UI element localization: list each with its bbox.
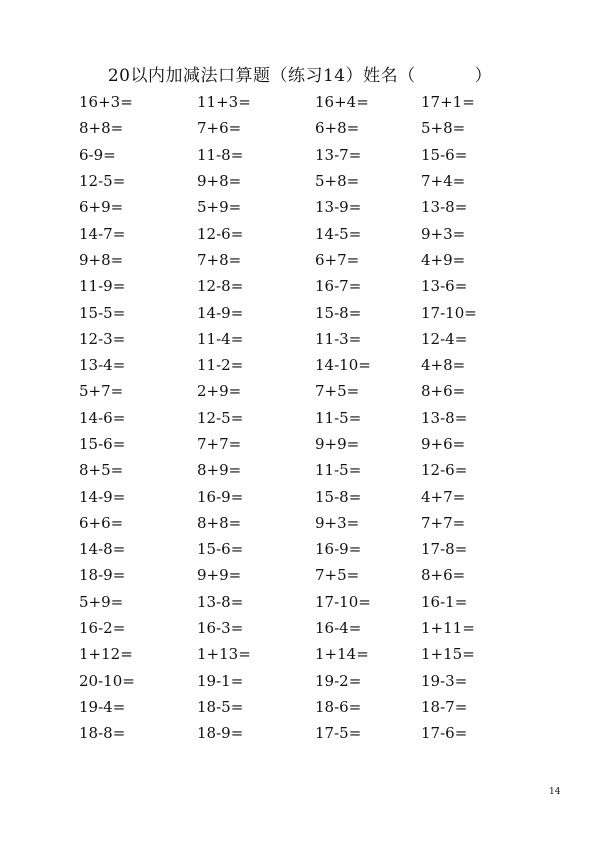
problem-row xyxy=(79,299,539,325)
problem-item: 13-8= xyxy=(421,198,468,217)
problem-row xyxy=(79,431,539,457)
problem-item: 15-6= xyxy=(421,145,468,164)
problem-item: 9+6= xyxy=(421,435,466,453)
problem-row xyxy=(79,615,539,641)
problem-item: 16-4= xyxy=(315,619,362,638)
problem-item: 14-10= xyxy=(315,356,371,375)
problem-item: 14-9= xyxy=(197,303,244,322)
problem-item: 11+3= xyxy=(197,93,251,112)
problem-item: 15-8= xyxy=(315,303,362,322)
problem-row xyxy=(79,194,539,220)
problem-item: 11-5= xyxy=(315,408,362,427)
problem-item: 5+7= xyxy=(79,382,124,401)
problem-row xyxy=(79,115,539,141)
problem-item: 7+5= xyxy=(315,566,360,585)
problem-row xyxy=(79,273,539,299)
problem-item: 11-3= xyxy=(315,329,362,348)
problem-row xyxy=(79,352,539,378)
problem-item: 13-6= xyxy=(421,277,468,296)
problem-item: 14-7= xyxy=(79,224,126,243)
problem-row xyxy=(79,720,539,746)
problem-item: 17-8= xyxy=(421,540,468,559)
problem-item: 1+14= xyxy=(315,645,369,664)
problem-item: 6+8= xyxy=(315,119,360,138)
problem-item: 16-1= xyxy=(421,592,468,611)
problem-item: 12-3= xyxy=(79,329,126,348)
problem-item: 7+8= xyxy=(197,250,242,269)
problem-item: 16-2= xyxy=(79,619,126,638)
problem-row xyxy=(79,668,539,694)
title-close-paren: ） xyxy=(474,66,493,86)
problem-item: 11-5= xyxy=(315,461,362,480)
problem-item: 19-4= xyxy=(79,697,126,716)
problem-item: 2+9= xyxy=(197,382,242,401)
problem-row xyxy=(79,89,539,115)
problem-item: 15-5= xyxy=(79,303,126,322)
problem-item: 17-10= xyxy=(315,592,371,611)
problem-item: 6+7= xyxy=(315,250,360,269)
problem-row xyxy=(79,510,539,536)
problem-item: 12-6= xyxy=(197,224,244,243)
problem-row xyxy=(79,247,539,273)
problem-item: 8+5= xyxy=(79,461,124,480)
problem-item: 18-8= xyxy=(79,724,126,743)
problem-item: 5+8= xyxy=(315,172,360,191)
problem-item: 16-3= xyxy=(197,619,244,638)
title-text: 20以内加减法口算题（练习14）姓名（ xyxy=(107,66,416,86)
problem-item: 20-10= xyxy=(79,671,135,690)
problem-row xyxy=(79,405,539,431)
problem-item: 11-9= xyxy=(79,277,126,296)
problem-item: 16+4= xyxy=(315,93,369,112)
problem-item: 9+8= xyxy=(79,250,124,269)
problem-item: 9+8= xyxy=(197,172,242,191)
problem-item: 11-2= xyxy=(197,356,244,375)
problem-item: 8+6= xyxy=(421,566,466,585)
problem-item: 18-7= xyxy=(421,697,468,716)
problem-item: 1+13= xyxy=(197,645,251,664)
problem-row xyxy=(79,326,539,352)
problem-item: 11-4= xyxy=(197,329,244,348)
problem-item: 16-7= xyxy=(315,277,362,296)
problem-item: 18-9= xyxy=(79,566,126,585)
problem-item: 16-9= xyxy=(197,487,244,506)
problem-item: 7+4= xyxy=(421,172,466,191)
problem-item: 9+9= xyxy=(315,435,360,453)
problem-item: 5+9= xyxy=(197,198,242,217)
problem-item: 1+15= xyxy=(421,645,475,664)
problem-row xyxy=(79,142,539,168)
problem-item: 13-4= xyxy=(79,356,126,375)
problem-item: 6-9= xyxy=(79,145,116,164)
problem-item: 8+9= xyxy=(197,461,242,480)
problem-item: 9+3= xyxy=(315,513,360,532)
problem-item: 17-10= xyxy=(421,303,477,322)
problem-item: 13-9= xyxy=(315,198,362,217)
problem-item: 1+12= xyxy=(79,645,133,664)
problem-row xyxy=(79,641,539,667)
problem-item: 6+9= xyxy=(79,198,124,217)
problem-row xyxy=(79,378,539,404)
problem-item: 4+9= xyxy=(421,250,466,269)
problem-row xyxy=(79,694,539,720)
problem-item: 5+9= xyxy=(79,592,124,611)
problem-item: 19-2= xyxy=(315,671,362,690)
problem-item: 7+5= xyxy=(315,382,360,401)
page-number: 14 xyxy=(549,787,561,797)
problem-item: 19-3= xyxy=(421,671,468,690)
problem-item: 7+6= xyxy=(197,119,242,138)
problem-item: 12-5= xyxy=(79,172,126,191)
problem-item: 13-8= xyxy=(421,408,468,427)
problem-item: 15-6= xyxy=(79,435,126,453)
problem-item: 15-6= xyxy=(197,540,244,559)
problem-item: 18-6= xyxy=(315,697,362,716)
problem-item: 14-5= xyxy=(315,224,362,243)
problem-grid xyxy=(79,89,539,746)
problem-item: 14-9= xyxy=(79,487,126,506)
problem-item: 17-5= xyxy=(315,724,362,743)
problem-item: 12-8= xyxy=(197,277,244,296)
problem-item: 17+1= xyxy=(421,93,475,112)
problem-item: 12-6= xyxy=(421,461,468,480)
problem-item: 18-9= xyxy=(197,724,244,743)
name-blank xyxy=(416,66,475,86)
problem-item: 5+8= xyxy=(421,119,466,138)
problem-item: 11-8= xyxy=(197,145,244,164)
problem-item: 16+3= xyxy=(79,93,133,112)
problem-item: 18-5= xyxy=(197,697,244,716)
problem-item: 4+8= xyxy=(421,356,466,375)
problem-item: 7+7= xyxy=(197,435,242,453)
problem-item: 13-8= xyxy=(197,592,244,611)
worksheet-title xyxy=(0,61,600,86)
problem-item: 17-6= xyxy=(421,724,468,743)
problem-item: 14-6= xyxy=(79,408,126,427)
problem-item: 12-4= xyxy=(421,329,468,348)
problem-item: 19-1= xyxy=(197,671,244,690)
problem-row xyxy=(79,589,539,615)
problem-item: 8+8= xyxy=(79,119,124,138)
problem-row xyxy=(79,220,539,246)
problem-row xyxy=(79,483,539,509)
problem-item: 8+6= xyxy=(421,382,466,401)
problem-item: 1+11= xyxy=(421,619,475,638)
problem-item: 7+7= xyxy=(421,513,466,532)
problem-row xyxy=(79,536,539,562)
problem-item: 12-5= xyxy=(197,408,244,427)
problem-row xyxy=(79,168,539,194)
problem-row xyxy=(79,457,539,483)
problem-row xyxy=(79,562,539,588)
problem-item: 6+6= xyxy=(79,513,124,532)
problem-item: 16-9= xyxy=(315,540,362,559)
problem-item: 4+7= xyxy=(421,487,466,506)
problem-item: 9+3= xyxy=(421,224,466,243)
problem-item: 15-8= xyxy=(315,487,362,506)
problem-item: 14-8= xyxy=(79,540,126,559)
problem-item: 9+9= xyxy=(197,566,242,585)
problem-item: 13-7= xyxy=(315,145,362,164)
problem-item: 8+8= xyxy=(197,513,242,532)
